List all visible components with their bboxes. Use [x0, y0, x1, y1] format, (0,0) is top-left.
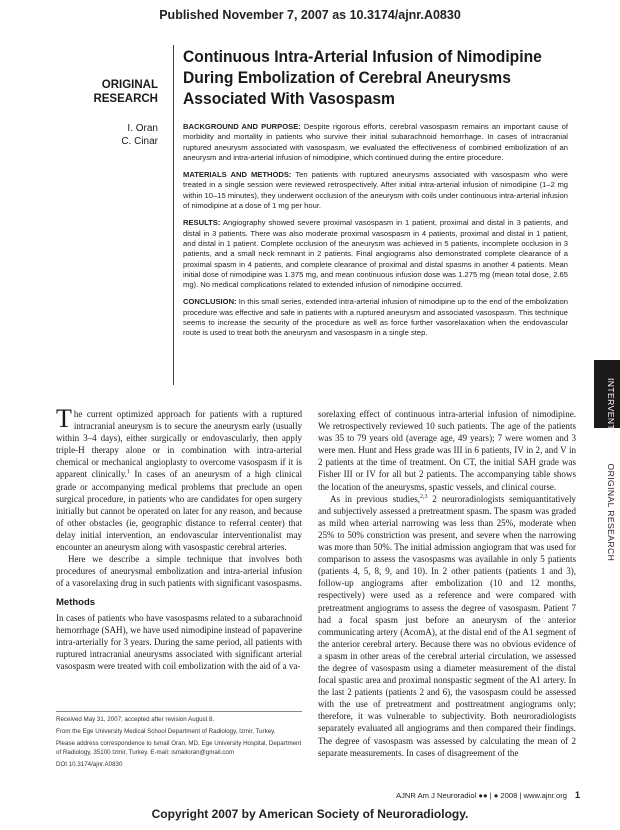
- section-heading-methods: Methods: [56, 597, 96, 609]
- page-number: 1: [574, 790, 580, 800]
- drop-cap: T: [56, 404, 72, 433]
- body-column-left: [56, 404, 302, 672]
- abstract-heading: MATERIALS AND METHODS:: [183, 170, 292, 180]
- reference-superscript: 1: [126, 469, 130, 476]
- reference-superscript: 2,3: [419, 493, 428, 500]
- abstract-background: [183, 122, 568, 163]
- intro-text-cont: In cases of an aneurysm of a high clinical grade or accompanying medical problems that preclude an open surgical procedure, in patients who are candidates for open surgery initially but cannot be operated on later for any reason, and because of other obstacles (ie, geographic distance to referral center) that delay initial intervention, an endovascular interventionalist may encounter an aneurysm along with vasospastic cerebral arteries.: [56, 469, 302, 553]
- abstract-heading: BACKGROUND AND PURPOSE:: [183, 122, 301, 131]
- abstract-heading: CONCLUSION:: [183, 297, 237, 307]
- side-tab-label: [598, 378, 616, 578]
- footnote-received: Received May 31, 2007; accepted after revision August 8.: [56, 716, 215, 723]
- body-text: As in previous studies,: [330, 493, 420, 504]
- abstract-methods: [183, 170, 568, 211]
- abstract-text: Ten patients with ruptured aneurysms associated with vasospasm who were treated in a single session were reviewed retrospectively. After initial intra-arterial infusion of nimodipine (1–2 mg within 10–15 minutes), they underwent occlusion of the aneurysm with coils under continuous intra-arterial infusion of nimodipine at a dose of 1 mg per hour.: [183, 170, 568, 211]
- footnotes: [56, 716, 306, 773]
- abstract-results: [183, 218, 568, 290]
- body-paragraph: sorelaxing effect of continuous intra-arterial infusion of nimodipine. We retrospectively reviewed 10 such patients. The age of the patients was 35 to 79 years old (average age, 49 years); 7 were women and 3 were men. Hunt and Hess grade was III in 6 patients, IV in 2, and V in 2 patients at the time of treatment. On CT, the initial SAH grade was Fisher III or IV for all but 2 patients. The accompanying table shows the location of the aneurysms, spastic vessels, and clinical course.: [318, 409, 576, 492]
- abstract-text: In this small series, extended intra-arterial infusion of nimodipine up to the end of the embolization procedure was effective and safe in patients with a ruptured aneurysm and associated vasospasm. This technique seems to increase the security of the procedure as well as force further vasorelaxation when the endovascular route is used to treat both the aneurysm and vasospasm in a single step.: [183, 297, 568, 338]
- journal-citation: AJNR Am J Neuroradiol ●● | ● 2008 | www.ajnr.org: [396, 791, 567, 800]
- author-2: C. Cinar: [121, 136, 158, 147]
- body-paragraph: Here we describe a simple technique that involves both procedures of aneurysmal embolization and intra-arterial infusion of a vasorelaxing drug in such patients with significant vasospasms.: [56, 554, 302, 589]
- body-paragraph: [318, 493, 576, 759]
- page-footer: [318, 790, 580, 800]
- title-line-3: Associated With Vasospasm: [183, 89, 395, 108]
- abstract-heading: RESULTS:: [183, 218, 221, 228]
- abstract-text: Angiography showed severe proximal vasospasm in 1 patient, proximal and distal in 3 patients, and distal in 3 patients. There was also moderate proximal vasospasm in 4 patients, proximal and distal in 1 patient, and distal in 1 patient. Complete occlusion of the aneurysm was achieved in 5 patients, incomplete occlusion in 3 patients, and a small neck remnant in 2 patients. Final angiograms also demonstrated complete clearance of a proximal spasm in 4 patients, and complete clearance of proximal and distal spasms in another 4 patients. Mean initial dose of nimodipine was 1.375 mg, and mean continuous infusion dose was 1.275 mg (mean total dose, 2.65 mg). No medical complications related to extended infusion of nimodipine occurred.: [183, 218, 568, 290]
- abstract-conclusion: [183, 297, 568, 338]
- title-line-1: Continuous Intra-Arterial Infusion of Nimodipine: [183, 47, 542, 66]
- section-label-line-2: RESEARCH: [93, 93, 158, 105]
- published-banner: Published November 7, 2007 as 10.3174/ajnr.A0830: [159, 8, 461, 22]
- body-text-cont: 2 neuroradiologists semiquantitatively and subjectively assessed a pretreatment spasm. The spasm was graded as mild when arterial narrowing was less than 25%, moderate when 25% to 50% constriction was present, and severe when the narrowing was more than 50%. The initial admission angiogram that was used for comparison to assess the vasospasms was available in only 5 patients (patients 4, 5, 8, 9, and 10). In 2 other patients (patients 1 and 3), follow-up angiograms after embolization (10 and 12 months, respectively) were used as a reference and were compared with pretreatment angiograms to assess the degree of vasospasm. Patient 7 had a focal spasm just before an aneurysm of the anterior communicating artery (AcomA), at the distal end of the A1 segment of the anterior cerebral artery. Because there was no obvious evidence of a spasm in other areas of the cerebral arterial circulation, we assessed the degree of vasospasm using a diameter measurement of the distal focal spastic area and proximal nonspastic segment of the A1 artery. In the last 2 patients (patients 2 and 6), the vasospasm could be assessed with the use of pretreatment and posttreatment angiograms only; therefore, it was vulnerable to subjectivity. Both neuroradiologists separately evaluated all angiograms and then compared their findings. The degree of vasospasm was assessed by calculating the mean of 2 separate measurements. In cases of disagreement of the: [318, 493, 576, 758]
- abstract-text: Despite rigorous efforts, cerebral vasospasm remains an important cause of morbidity and mortality in patients who survive their initial subarachnoid hemorrhage. In cases of intracranial ruptured aneurysm associated with vasospasm, we evaluated the effectiveness of combined embolization of an aneurysm and intra-arterial infusion of nimodipine, which continued during the entire procedure.: [183, 122, 568, 162]
- body-column-right: [318, 408, 576, 759]
- intro-text: he current optimized approach for patients with a ruptured intracranial aneurysm is to secure the aneurysm early (usually within 3–4 days), either surgically or endovascularly, then apply triple-H therapy alone or in combination with intra-arterial chemical or mechanical angioplasty to overcome vasospasm if it is apparent clinically.: [56, 409, 302, 480]
- title-line-2: During Embolization of Cerebral Aneurysms: [183, 68, 511, 87]
- author-1: I. Oran: [127, 123, 158, 134]
- abstract: [183, 122, 568, 346]
- methods-paragraph: In cases of patients who have vasospasms related to a subarachnoid hemorrhage (SAH), we have used nimodipine instead of papaverine intra-arterially for 3 years. During the same period, all patients with ruptured intracranial aneurysms associated with significant arterial vasospasm were treated with coil embolization with the aid of a va-: [56, 612, 302, 671]
- footnote-divider: [56, 711, 302, 712]
- section-label: [40, 78, 158, 106]
- intro-paragraph: [56, 404, 302, 553]
- author-list: [40, 122, 158, 148]
- footnote-affiliation: From the Ege University Medical School Department of Radiology, Izmir, Turkey.: [56, 727, 276, 735]
- section-label-line-1: ORIGINAL: [101, 79, 158, 91]
- copyright-banner: Copyright 2007 by American Society of Neuroradiology.: [151, 807, 469, 821]
- side-tab-interventional: INTERVENTIONAL: [606, 378, 616, 458]
- article-title: [183, 46, 560, 109]
- footnote-correspondence: Please address correspondence to Ismail Oran, MD, Ege University Hospital, Department of Radiology, 35100 Izmir, Turkey. E-mail: ismailoran@gmail.com: [56, 739, 302, 756]
- vertical-divider: [173, 45, 174, 385]
- side-tab-original-research: ORIGINAL RESEARCH: [606, 463, 616, 562]
- footnote-doi: DOI 10.3174/ajnr.A0830: [56, 760, 123, 768]
